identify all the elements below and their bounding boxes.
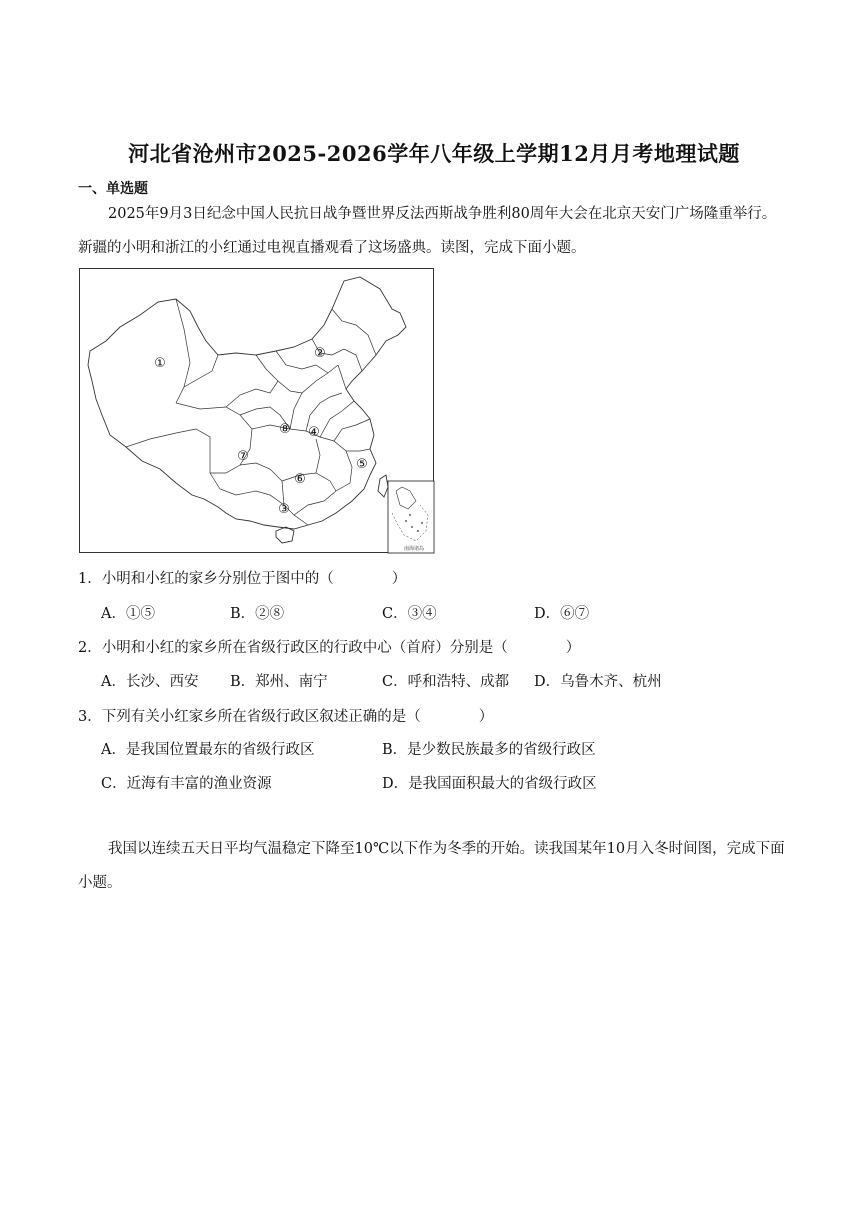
china-map-figure (79, 268, 434, 553)
intro-paragraph-2 (78, 832, 790, 900)
map-label-3: ③ (278, 502, 290, 517)
question-2-stem: 2．小明和小红的家乡所在省级行政区的行政中心（首府）分别是（ (78, 640, 508, 656)
map-label-2: ② (314, 346, 326, 361)
map-label-6: ⑥ (294, 472, 306, 487)
question-1-paren-close: ） (391, 571, 407, 587)
question-3-stem: 3．下列有关小红家乡所在省级行政区叙述正确的是（ (78, 709, 421, 725)
q2-option-c[interactable]: C．呼和浩特、成都 (382, 674, 510, 690)
q3-option-c[interactable]: C．近海有丰富的渔业资源 (101, 776, 272, 792)
q1-option-a[interactable]: A．①⑤ (101, 606, 155, 622)
q1-option-c[interactable]: C．③④ (382, 606, 437, 622)
question-3 (78, 705, 493, 726)
q2-option-b[interactable]: B．郑州、南宁 (230, 674, 328, 690)
question-1 (78, 567, 406, 588)
question-2-paren-close: ） (565, 640, 581, 656)
map-label-7: ⑦ (237, 449, 249, 464)
intro-paragraph-1 (78, 197, 790, 265)
question-3-paren-close: ） (478, 709, 494, 725)
map-label-5: ⑤ (356, 457, 368, 472)
intro-text-2: 我国以连续五天日平均气温稳定下降至10℃以下作为冬季的开始。读我国某年10月入冬时间图，完成下面小题。 (78, 841, 785, 891)
south-china-sea-inset (388, 481, 434, 553)
q2-option-d[interactable]: D．乌鲁木齐、杭州 (534, 674, 662, 690)
inset-label: 南海诸岛 (403, 546, 425, 552)
taiwan-island (378, 475, 388, 497)
section-heading: 一、单选题 (78, 181, 148, 197)
q3-option-a[interactable]: A．是我国位置最东的省级行政区 (101, 742, 315, 758)
q3-option-b[interactable]: B．是少数民族最多的省级行政区 (382, 742, 596, 758)
q1-option-d[interactable]: D．⑥⑦ (534, 606, 590, 622)
map-label-8: ⑧ (279, 422, 291, 437)
question-1-stem: 1．小明和小红的家乡分别位于图中的（ (78, 571, 334, 587)
q2-option-a[interactable]: A．长沙、西安 (101, 674, 199, 690)
china-map (80, 269, 435, 554)
question-2 (78, 636, 580, 657)
map-label-4: ④ (308, 425, 320, 440)
q1-option-b[interactable]: B．②⑧ (230, 606, 285, 622)
page-title: 河北省沧州市2025-2026学年八年级上学期12月月考地理试题 (128, 141, 740, 166)
china-outline (88, 277, 406, 529)
intro-text-1: 2025年9月3日纪念中国人民抗日战争暨世界反法西斯战争胜利80周年大会在北京天安门广场隆重举行。新疆的小明和浙江的小红通过电视直播观看了这场盛典。读图，完成下面小题。 (78, 206, 777, 256)
map-label-1: ① (154, 356, 166, 371)
hainan-island (276, 527, 294, 543)
q3-option-d[interactable]: D．是我国面积最大的省级行政区 (382, 776, 597, 792)
